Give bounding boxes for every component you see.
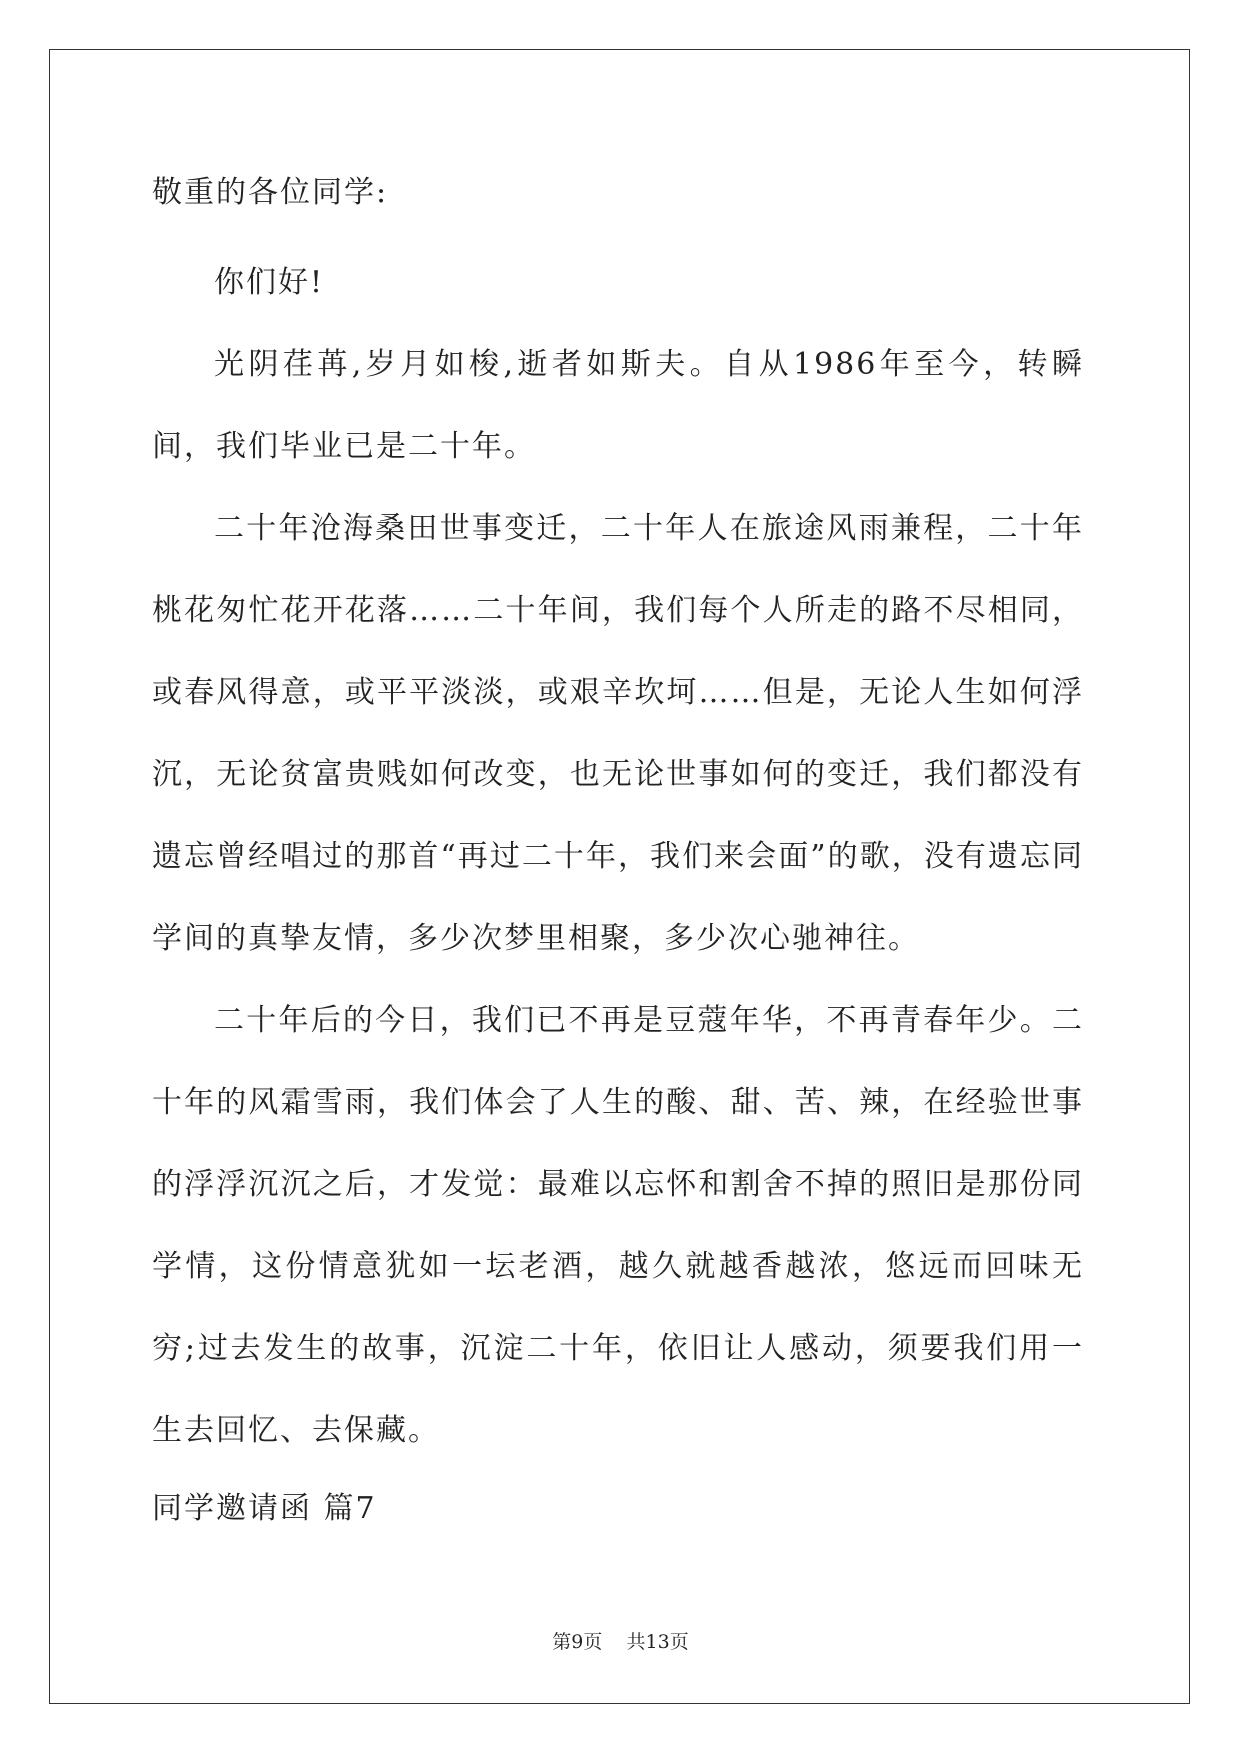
page-number: 第9页 共13页	[552, 1631, 689, 1653]
paragraph: 二十年后的今日，我们已不再是豆蔻年华，不再青春年少。二十年的风霜雪雨，我们体会了人生的酸、甜、苦、辣，在经验世事的浮浮沉沉之后，才发觉：最难以忘怀和割舍不掉的照旧是那份同学情，这份情意犹如一坛老酒，越久就越香越浓，悠远而回味无穷;过去发生的故事，沉淀二十年，依旧让人感动，须要我们用一生去回忆、去保藏。	[152, 1003, 1084, 1448]
section-title: 同学邀请函 篇7	[152, 1491, 377, 1526]
page-footer	[0, 1629, 1241, 1655]
document-body	[152, 168, 1084, 1546]
paragraph: 二十年沧海桑田世事变迁，二十年人在旅途风雨兼程，二十年桃花匆忙花开花落……二十年间，我们每个人所走的路不尽相同，或春风得意，或平平淡淡，或艰辛坎坷……但是，无论人生如何浮沉，无论贫富贵贱如何改变，也无论世事如何的变迁，我们都没有遗忘曾经唱过的那首“再过二十年，我们来会面”的歌，没有遗忘同学间的真挚友情，多少次梦里相聚，多少次心驰神往。	[152, 511, 1084, 956]
paragraph: 你们好!	[214, 265, 325, 300]
salutation: 敬重的各位同学:	[152, 175, 389, 210]
paragraph: 光阴荏苒,岁月如梭,逝者如斯夫。自从1986年至今，转瞬间，我们毕业已是二十年。	[152, 347, 1084, 464]
